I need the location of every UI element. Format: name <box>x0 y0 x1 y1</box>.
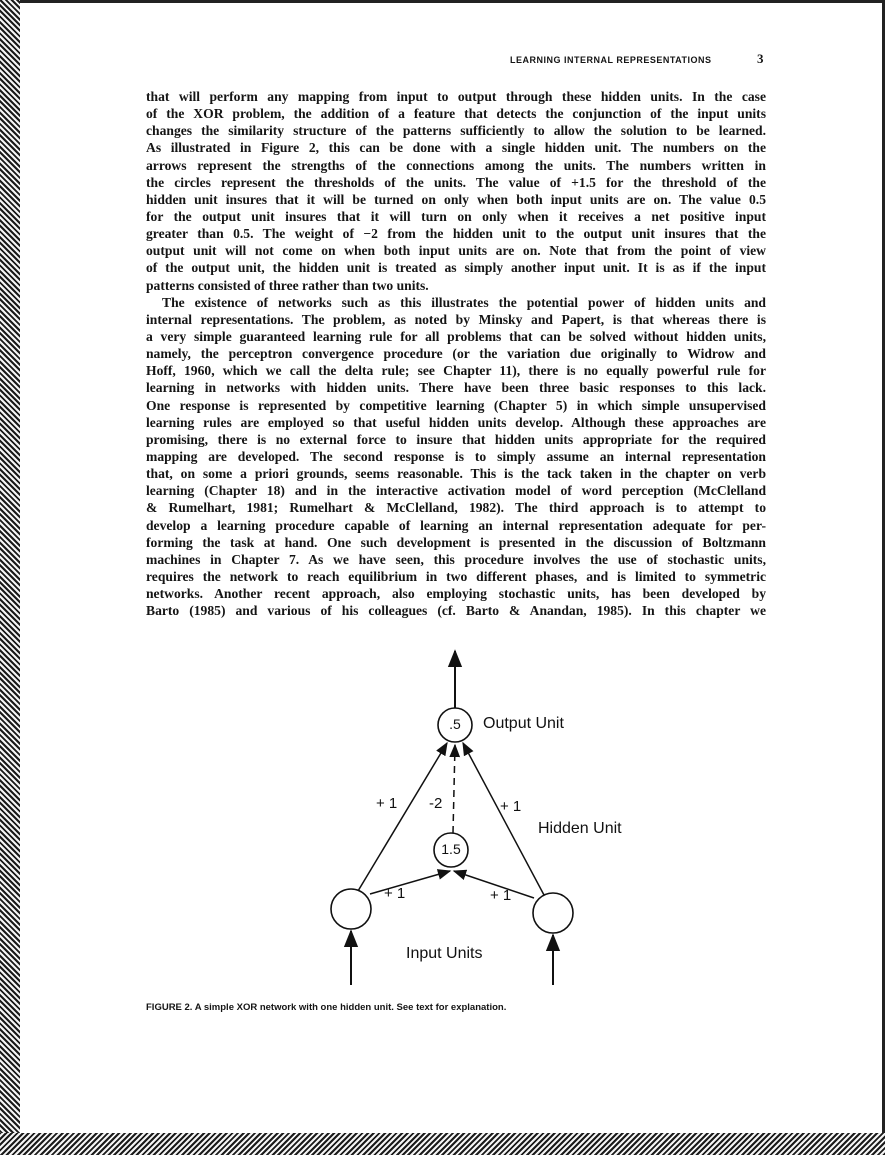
scan-edge-left <box>0 0 20 1155</box>
text-line: networks. Another recent approach, also employing stochastic units, has been developed by <box>146 586 766 602</box>
scan-edge-bottom <box>0 1133 885 1155</box>
input-unit-left-node <box>331 889 371 929</box>
text-line: Hoff, 1960, which we call the delta rule; see Chapter 11), there is no equally powerful rule for <box>146 363 766 379</box>
text-line: machines in Chapter 7. As we have seen, this procedure involves the use of stochastic units, <box>146 551 766 567</box>
input-units-label: Input Units <box>406 945 483 962</box>
text-line: patterns consisted of three rather than two units. <box>146 277 429 293</box>
text-line: requires the network to reach equilibrium in two different phases, and is limited to symmetric <box>146 568 766 584</box>
text-line: One response is represented by competitive learning (Chapter 5) in which simple unsupervised <box>146 397 766 413</box>
text-line: internal representations. The problem, as noted by Minsky and Papert, is that whereas there is <box>146 311 766 327</box>
weight-right-input-to-output: + 1 <box>500 798 522 815</box>
weight-left-input-to-output: + 1 <box>376 795 398 812</box>
text-line: greater than 0.5. The weight of −2 from the hidden unit to the output unit insures that the <box>146 226 766 242</box>
text-line: that, on some a priori grounds, seems reasonable. This is the tack taken in the chapter on verb <box>146 466 766 482</box>
text-line: The existence of networks such as this illustrates the potential power of hidden units and <box>162 294 766 310</box>
edge-right-input-to-output <box>463 743 544 895</box>
edge-left-input-to-hidden <box>370 871 450 894</box>
text-line: Barto (1985) and various of his colleagues (cf. Barto & Anandan, 1985). In this chapter we <box>146 603 766 619</box>
page-number: 3 <box>757 51 764 66</box>
text-line: develop a learning procedure capable of learning an internal representation adequate for per- <box>146 517 766 533</box>
output-unit-label: Output Unit <box>483 715 564 732</box>
hidden-threshold-label: 1.5 <box>441 841 461 857</box>
network-diagram <box>320 645 620 990</box>
text-line: hidden unit insures that it will be turned on only when both input units are on. The value 0.5 <box>146 191 766 207</box>
scan-edge-top <box>0 0 885 3</box>
text-line: mapping are developed. The second response is to simply assume an internal representation <box>146 448 766 464</box>
text-line: of the output unit, the hidden unit is treated as simply another input unit. It is as if the input <box>146 260 766 276</box>
text-line: of the XOR problem, the addition of a feature that detects the conjunction of the input units <box>146 106 766 122</box>
running-header <box>510 52 770 68</box>
edge-hidden-to-output <box>453 745 455 833</box>
text-line: learning in networks with hidden units. There have been three basic responses to this lack. <box>146 380 766 396</box>
weight-hidden-to-output: -2 <box>429 795 443 812</box>
text-line: for the output unit insures that it will turn on only when it receives a net positive input <box>146 208 766 224</box>
body-text <box>146 88 766 619</box>
text-line: the circles represent the thresholds of the units. The value of +1.5 for the threshold of the <box>146 174 766 190</box>
text-line: changes the similarity structure of the patterns sufficiently to allow the solution to be learned. <box>146 123 766 139</box>
text-line: learning (Chapter 18) and in the interactive activation model of word perception (McClelland <box>146 483 766 499</box>
text-line: forming the task at hand. One such development is presented in the discussion of Boltzmann <box>146 534 766 550</box>
running-title: LEARNING INTERNAL REPRESENTATIONS <box>510 55 712 65</box>
text-line: As illustrated in Figure 2, this can be done with a single hidden unit. The numbers on the <box>146 140 766 156</box>
text-line: learning rules are employed so that useful hidden units develop. Although these approaches are <box>146 414 766 430</box>
weight-left-input-to-hidden: + 1 <box>384 885 406 902</box>
edge-left-input-to-output <box>358 743 447 891</box>
text-line: a very simple guaranteed learning rule for all problems that can be solved without hidden units, <box>146 328 766 344</box>
text-line: that will perform any mapping from input to output through these hidden units. In the case <box>146 89 766 104</box>
text-line: & Rumelhart, 1981; Rumelhart & McClelland, 1982). The third approach is to attempt to <box>146 500 766 516</box>
text-line: arrows represent the strengths of the connections among the units. The numbers written in <box>146 157 766 173</box>
hidden-unit-label: Hidden Unit <box>538 820 622 837</box>
figure-caption: FIGURE 2. A simple XOR network with one hidden unit. See text for explanation. <box>146 1002 507 1013</box>
text-line: output unit will not come on when both input units are on. Note that from the point of view <box>146 243 766 259</box>
input-unit-right-node <box>533 893 573 933</box>
weight-right-input-to-hidden: + 1 <box>490 887 512 904</box>
text-line: namely, the perceptron convergence procedure (or the variation due originally to Widrow and <box>146 346 766 362</box>
output-threshold-label: .5 <box>449 716 461 732</box>
xor-network-figure <box>320 645 620 990</box>
text-line: promising, there is no external force to insure that hidden units appropriate for the required <box>146 431 766 447</box>
